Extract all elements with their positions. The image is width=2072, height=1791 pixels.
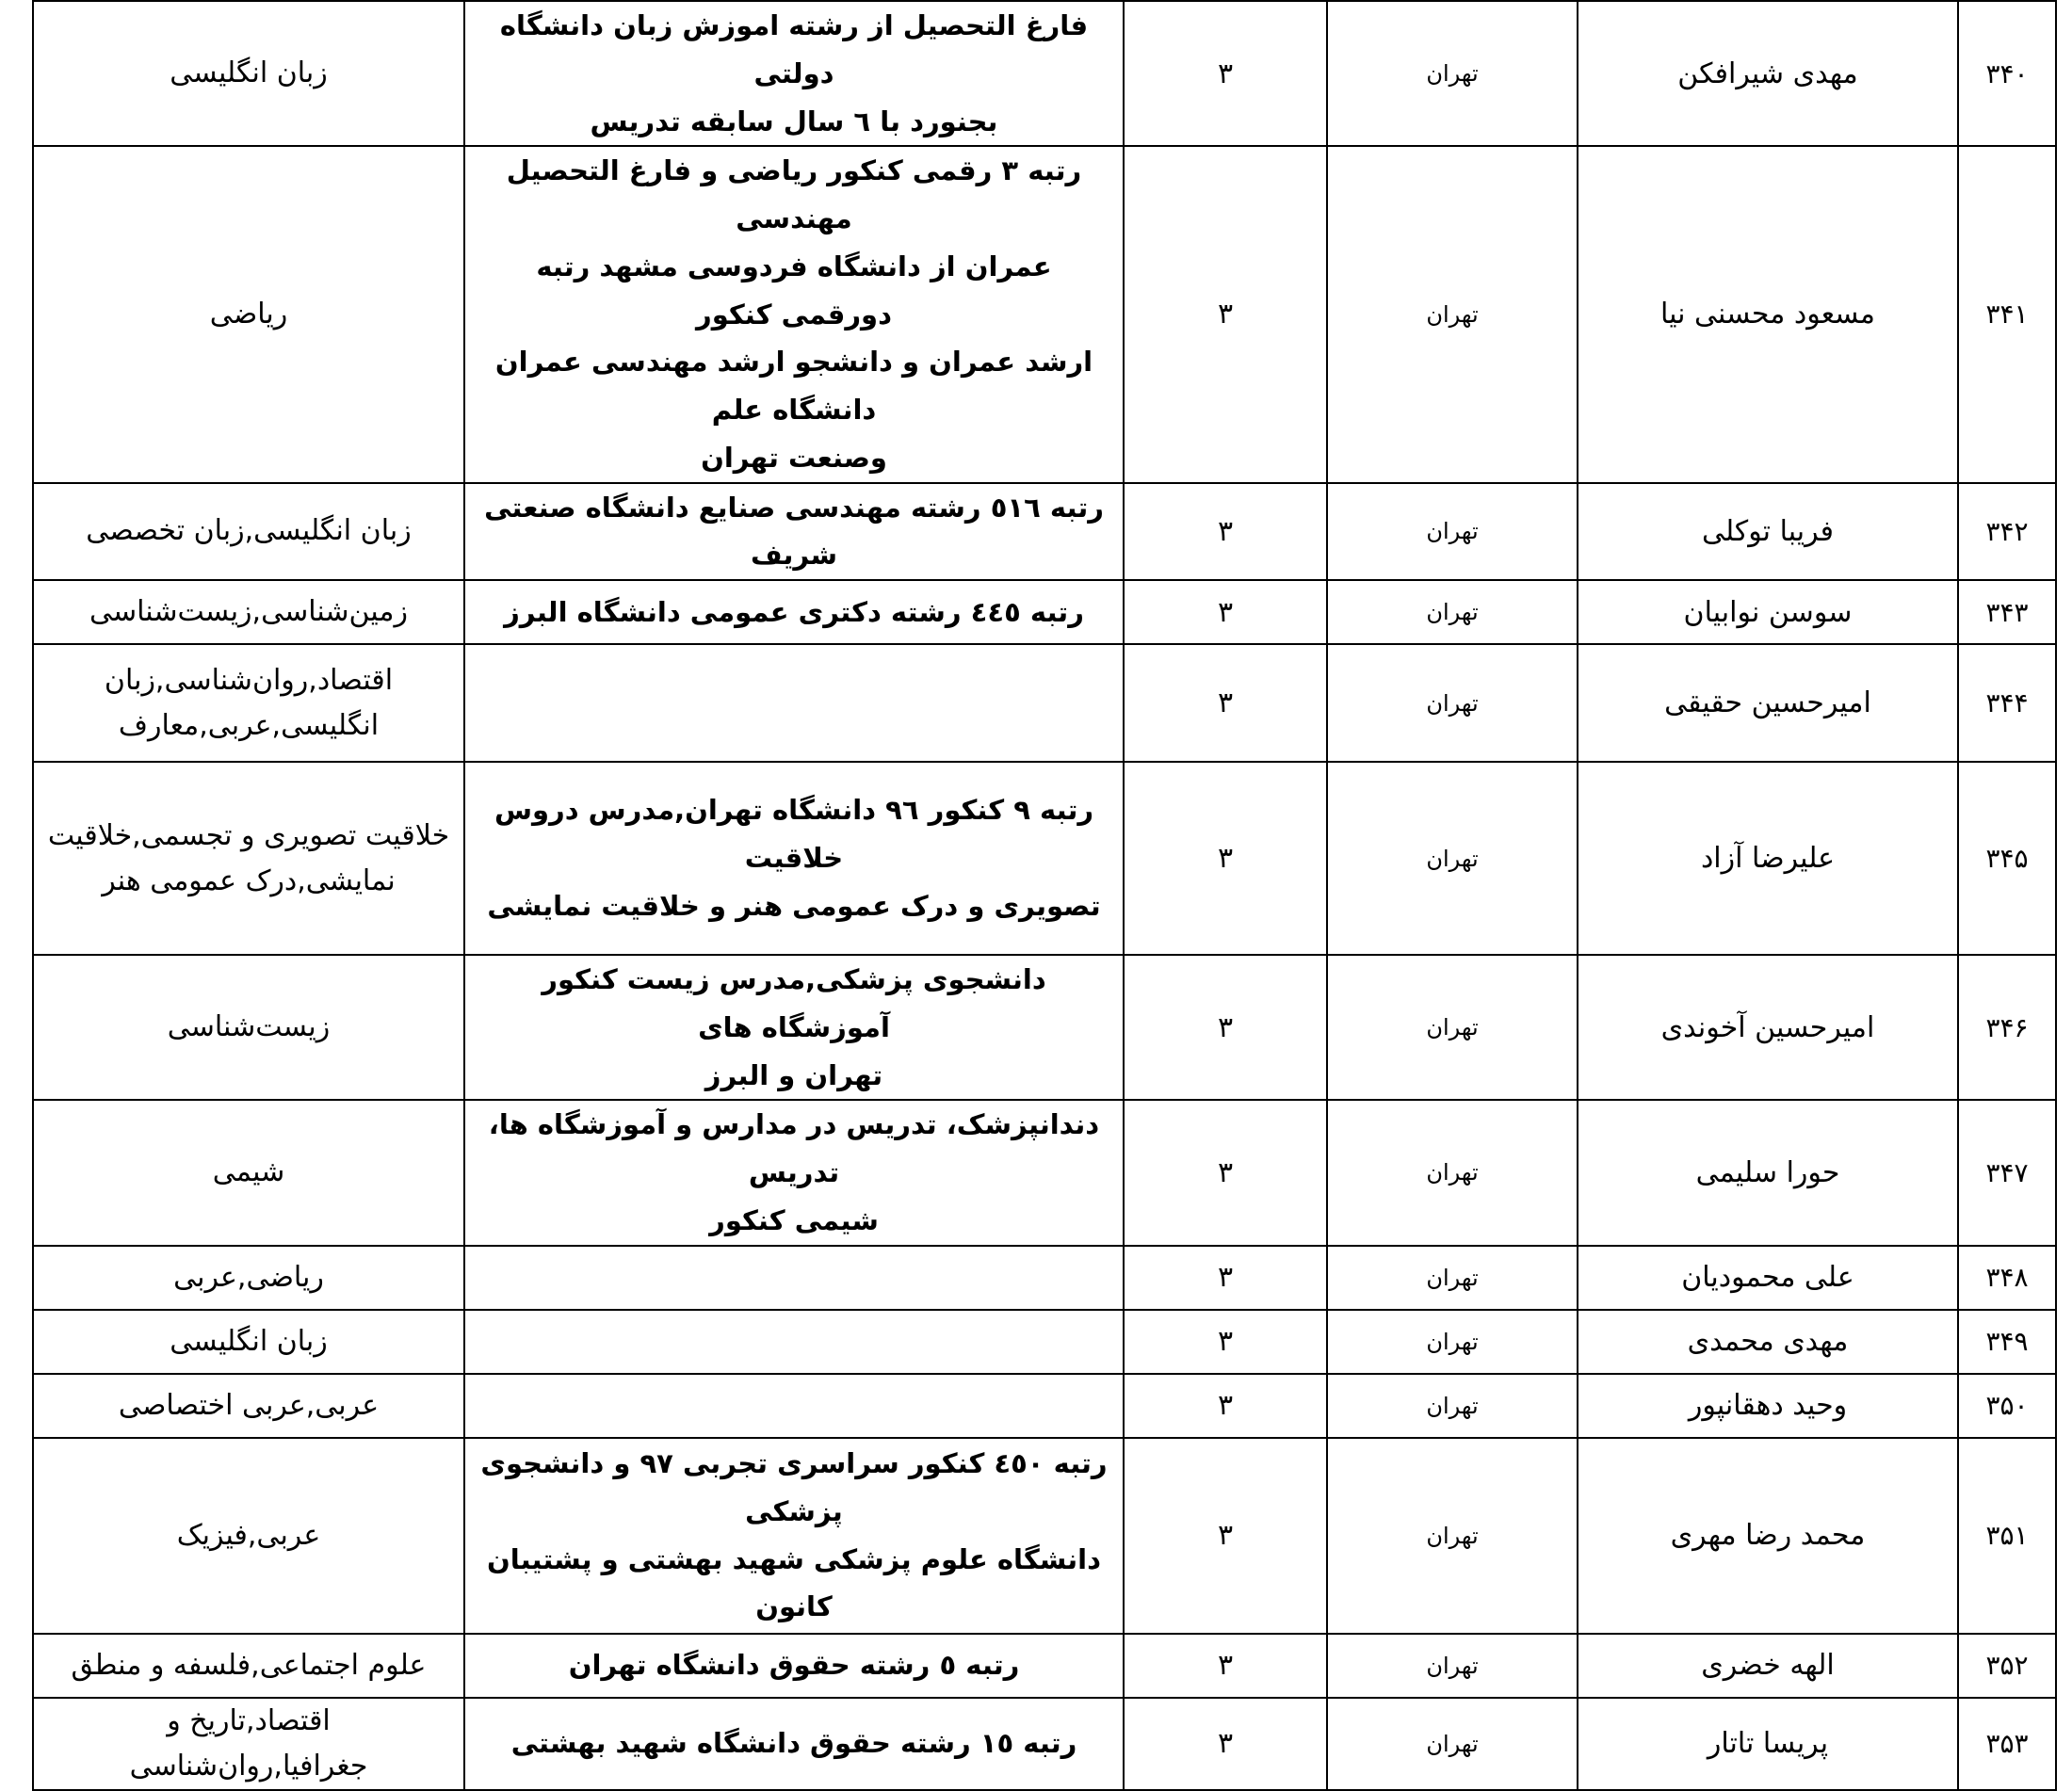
table-row [33,1438,2056,1634]
description-line: عمران از دانشگاه فردوسی مشهد رتبه دورقمی کنکور [536,250,1052,331]
row-number: ۳۴۶ [1958,955,2056,1100]
subjects [33,1698,464,1790]
table-row [33,483,2056,581]
row-number: ۳۴۸ [1958,1246,2056,1310]
subjects-line: ریاضی [209,297,288,331]
city: تهران [1327,1634,1578,1698]
code: ۳ [1124,1310,1327,1374]
code: ۳ [1124,762,1327,955]
table-row [33,1,2056,146]
subjects [33,644,464,762]
row-number: ۳۵۳ [1958,1698,2056,1790]
teacher-name: امیرحسین حقیقی [1578,644,1958,762]
city: تهران [1327,762,1578,955]
table-row [33,955,2056,1100]
row-number: ۳۴۲ [1958,483,2056,581]
teacher-description [464,1374,1124,1438]
description-line: رتبه ٤٥٠ کنکور سراسری تجربی ۹۷ و دانشجوی پزشکی [480,1447,1108,1527]
subjects-line: نمایشی,درک عمومی هنر [102,863,396,897]
teacher-name: علیرضا آزاد [1578,762,1958,955]
table-row [33,1310,2056,1374]
code: ۳ [1124,580,1327,644]
table-row [33,1698,2056,1790]
table-row [33,580,2056,644]
teacher-name: الهه خضری [1578,1634,1958,1698]
row-number: ۳۴۹ [1958,1310,2056,1374]
row-number: ۳۵۲ [1958,1634,2056,1698]
teacher-description [464,1634,1124,1698]
subjects-line: انگلیسی,عربی,معارف [118,708,380,742]
subjects [33,1246,464,1310]
subjects-line: زمین‌شناسی,زیست‌شناسی [89,595,408,628]
subjects-line: زبان انگلیسی [170,1324,328,1358]
city: تهران [1327,1100,1578,1245]
city: تهران [1327,1310,1578,1374]
subjects-line: علوم اجتماعی,فلسفه و منطق [71,1648,427,1682]
subjects-line: زیست‌شناسی [167,1010,331,1044]
teacher-name: محمد رضا مهری [1578,1438,1958,1634]
city: تهران [1327,146,1578,482]
description-line: فارغ التحصیل از رشته اموزش زبان دانشگاه دولتی [499,9,1089,89]
table-row [33,1100,2056,1245]
subjects [33,1438,464,1634]
teacher-name: حورا سلیمی [1578,1100,1958,1245]
subjects-line: زبان انگلیسی [170,56,328,90]
description-line: دانشگاه علوم پزشکی شهید بهشتی و پشتیبان کانون [487,1542,1101,1623]
teacher-name: مهدی شیرافکن [1578,1,1958,146]
teacher-name: امیرحسین آخوندی [1578,955,1958,1100]
teacher-description [464,580,1124,644]
city: تهران [1327,1698,1578,1790]
teacher-description [464,1100,1124,1245]
city: تهران [1327,1438,1578,1634]
subjects-line: ریاضی,عربی [173,1260,324,1294]
table-row [33,1634,2056,1698]
row-number: ۳۴۷ [1958,1100,2056,1245]
teacher-name: فریبا توکلی [1578,483,1958,581]
subjects [33,483,464,581]
code: ۳ [1124,1374,1327,1438]
subjects-line: زبان انگلیسی,زبان تخصصی [86,514,412,548]
row-number: ۳۴۳ [1958,580,2056,644]
city: تهران [1327,644,1578,762]
row-number: ۳۴۵ [1958,762,2056,955]
table-row [33,146,2056,482]
city: تهران [1327,955,1578,1100]
code: ۳ [1124,1634,1327,1698]
code: ۳ [1124,1100,1327,1245]
subjects-line: خلاقیت تصویری و تجسمی,خلاقیت [47,818,450,852]
subjects-line: شیمی [212,1155,285,1189]
row-number: ۳۴۰ [1958,1,2056,146]
description-line: شیمی کنکور [709,1203,879,1236]
code: ۳ [1124,146,1327,482]
teacher-description [464,955,1124,1100]
description-line: رتبه ١٥ رشته حقوق دانشگاه شهید بهشتی [510,1727,1077,1760]
city: تهران [1327,1374,1578,1438]
subjects [33,955,464,1100]
city: تهران [1327,1,1578,146]
teacher-name: سوسن نوابیان [1578,580,1958,644]
description-line: تهران و البرز [704,1058,883,1091]
table-body [33,1,2056,1790]
subjects [33,762,464,955]
row-number: ۳۴۱ [1958,146,2056,482]
row-number: ۳۵۰ [1958,1374,2056,1438]
teacher-name: مسعود محسنی نیا [1578,146,1958,482]
table-row [33,1374,2056,1438]
subjects [33,1310,464,1374]
teacher-description [464,483,1124,581]
subjects [33,1100,464,1245]
teachers-table [32,0,2057,1791]
subjects-line: اقتصاد,روان‌شناسی,زبان [104,663,394,697]
description-line: دانشجوی پزشکی,مدرس زیست کنکور آموزشگاه های [542,963,1046,1043]
teacher-name: پریسا تاتار [1578,1698,1958,1790]
row-number: ۳۴۴ [1958,644,2056,762]
table-row [33,1246,2056,1310]
description-line: رتبه ٥١٦ رشته مهندسی صنایع دانشگاه صنعتی شریف [484,491,1104,572]
code: ۳ [1124,1438,1327,1634]
subjects [33,580,464,644]
description-line: بجنورد با ٦ سال سابقه تدریس [590,105,998,137]
code: ۳ [1124,644,1327,762]
teacher-name: وحید دهقانپور [1578,1374,1958,1438]
subjects-line: اقتصاد,تاریخ و جغرافیا,روان‌شناسی [129,1703,368,1783]
teacher-description [464,1438,1124,1634]
code: ۳ [1124,1246,1327,1310]
description-line: ارشد عمران و دانشجو ارشد مهندسی عمران دانشگاه علم [494,346,1093,426]
description-line: رتبه ٥ رشته حقوق دانشگاه تهران [568,1649,1020,1682]
row-number: ۳۵۱ [1958,1438,2056,1634]
teacher-description [464,1246,1124,1310]
subjects-line: عربی,فیزیک [176,1518,321,1552]
teacher-description [464,1310,1124,1374]
teacher-description [464,762,1124,955]
city: تهران [1327,580,1578,644]
teacher-description [464,1698,1124,1790]
code: ۳ [1124,1698,1327,1790]
city: تهران [1327,483,1578,581]
description-line: وصنعت تهران [701,441,887,474]
code: ۳ [1124,955,1327,1100]
subjects [33,1374,464,1438]
table-row [33,644,2056,762]
description-line: رتبه ٤٤٥ رشته دکتری عمومی دانشگاه البرز [504,595,1084,628]
description-line: رتبه ۳ رقمی کنکور ریاضی و فارغ التحصیل مهندسی [506,154,1082,234]
teacher-description [464,146,1124,482]
subjects [33,1634,464,1698]
table-row [33,762,2056,955]
subjects [33,1,464,146]
city: تهران [1327,1246,1578,1310]
description-line: تصویری و درک عمومی هنر و خلاقیت نمایشی [487,889,1101,922]
description-line: رتبه ۹ کنکور ۹٦ دانشگاه تهران,مدرس دروس خلاقیت [494,794,1094,875]
teacher-description [464,644,1124,762]
subjects [33,146,464,482]
description-line: دندانپزشک، تدریس در مدارس و آموزشگاه ها، تدریس [488,1108,1100,1188]
code: ۳ [1124,1,1327,146]
teacher-name: مهدی محمدی [1578,1310,1958,1374]
code: ۳ [1124,483,1327,581]
teacher-description [464,1,1124,146]
subjects-line: عربی,عربی اختصاصی [118,1388,380,1422]
teacher-name: علی محمودیان [1578,1246,1958,1310]
